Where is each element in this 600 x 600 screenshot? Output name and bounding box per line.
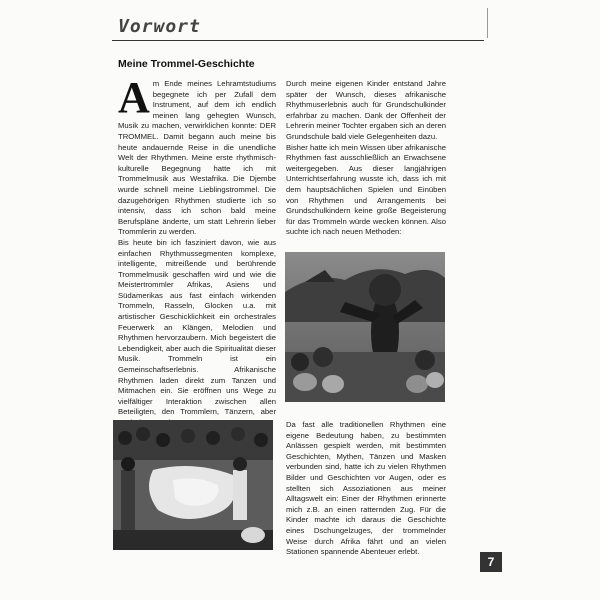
left-text-column (118, 73, 276, 429)
photo-masked-dancer (285, 252, 445, 402)
margin-line (487, 8, 488, 38)
section-title: Meine Trommel-Geschichte (118, 58, 255, 70)
drop-cap: A (118, 73, 150, 122)
paragraph: m Ende meines Lehramtstudiums begegnete ich per Zufall dem Instrument, auf dem ich endlich meinen lang gehegten Wunsch, Musik zu machen, verwirklichen konnte: DER TROMMEL. Damit begann auch meine bis heute andauernde Reise in die unendliche Welt der Rhythmen. Meine erste rhythmisch-kulturelle Begegnung hatte ich mit Trommelmusik aus Westafrika. Die Djembe wurde schnell meine Lieblingstrommel. Die dazugehörigen Rhythmen studierte ich so intensiv, dass ich schon bald meine Berufspläne änderte, um statt Lehrerin lieber Trommlerin zu werden. (118, 79, 276, 237)
page-title: Vorwort (118, 16, 201, 37)
right-text-column (286, 79, 446, 238)
paragraph: Bisher hatte ich mein Wissen über afrikanische Rhythmen fast ausschließlich an Erwachsene weitergegeben. Aus dieser langjährigen Unterrichtserfahrung wusste ich, dass ich mit dem hauptsächlichen Spielen und Einüben von Rhythmen und Arrangements bei Grundschulkindern keine große Begeisterung für das Trommeln würde wecken können. Also suchte ich nach neuen Methoden: (286, 142, 446, 237)
photo-dancers-crowd (113, 420, 273, 550)
paragraph: Durch meine eigenen Kinder entstand Jahre später der Wunsch, dieses afrikanische Rhythmuserlebnis auch für Grundschulkinder erfahrbar zu machen. Dank der Offenheit der Lehrerin meiner Tochter ergaben sich an deren Grundschule bald viele Gelegenheiten dazu. (286, 79, 446, 141)
crowd-photo-graphic (113, 420, 273, 550)
title-rule (112, 40, 484, 41)
paragraph: Da fast alle traditionellen Rhythmen eine eigene Bedeutung haben, zu bestimmten Anlässen gespielt werden, mit bestimmten Geschichten, Mythen, Tänzen und Masken verbunden sind, hatte ich zu vielen Rhythmen Bilder und Geschichten vor Augen, oder es stellten sich Assoziationen aus meiner Alltagswelt ein: Einer der Rhythmen erinnerte mich z.B. an einen ratternden Zug. Für die Kinder machte ich daraus die Geschichte eines Dschungelzuges, der trommelnder Weise durch Afrika fährt und an vielen Stationen spannende Abenteuer erlebt. (286, 420, 446, 557)
right-text-column-lower (286, 420, 446, 558)
paragraph: Bis heute bin ich fasziniert davon, wie aus einfachen Rhythmussegmenten komplexe, intelligente, mitreißende und berührende Trommelmusik geschaffen wird und wie die Meistertrommler Afrikas, Asiens und Südamerikas aus fast einfach wirkenden Trommeln, Rasseln, Glocken u.a. mit artistischer Geschicklichkeit ein orchestrales Feuerwerk an Klängen, Melodien und Rhythmen hervorzaubern. Mich begeistert die Lebendigkeit, aber auch die Spiritualität dieser Musik. Trommeln ist ein Gemeinschaftserlebnis. Afrikanische Rhythmen laden direkt zum Tanzen und Mitmachen ein. Sie eröffnen uns Wege zu vielfältiger Interaktion zwischen allen Beteiligten, den Trommlern, Tänzern, aber (118, 237, 276, 417)
dancer-photo-graphic (285, 252, 445, 402)
page-number-badge: 7 (480, 552, 502, 572)
